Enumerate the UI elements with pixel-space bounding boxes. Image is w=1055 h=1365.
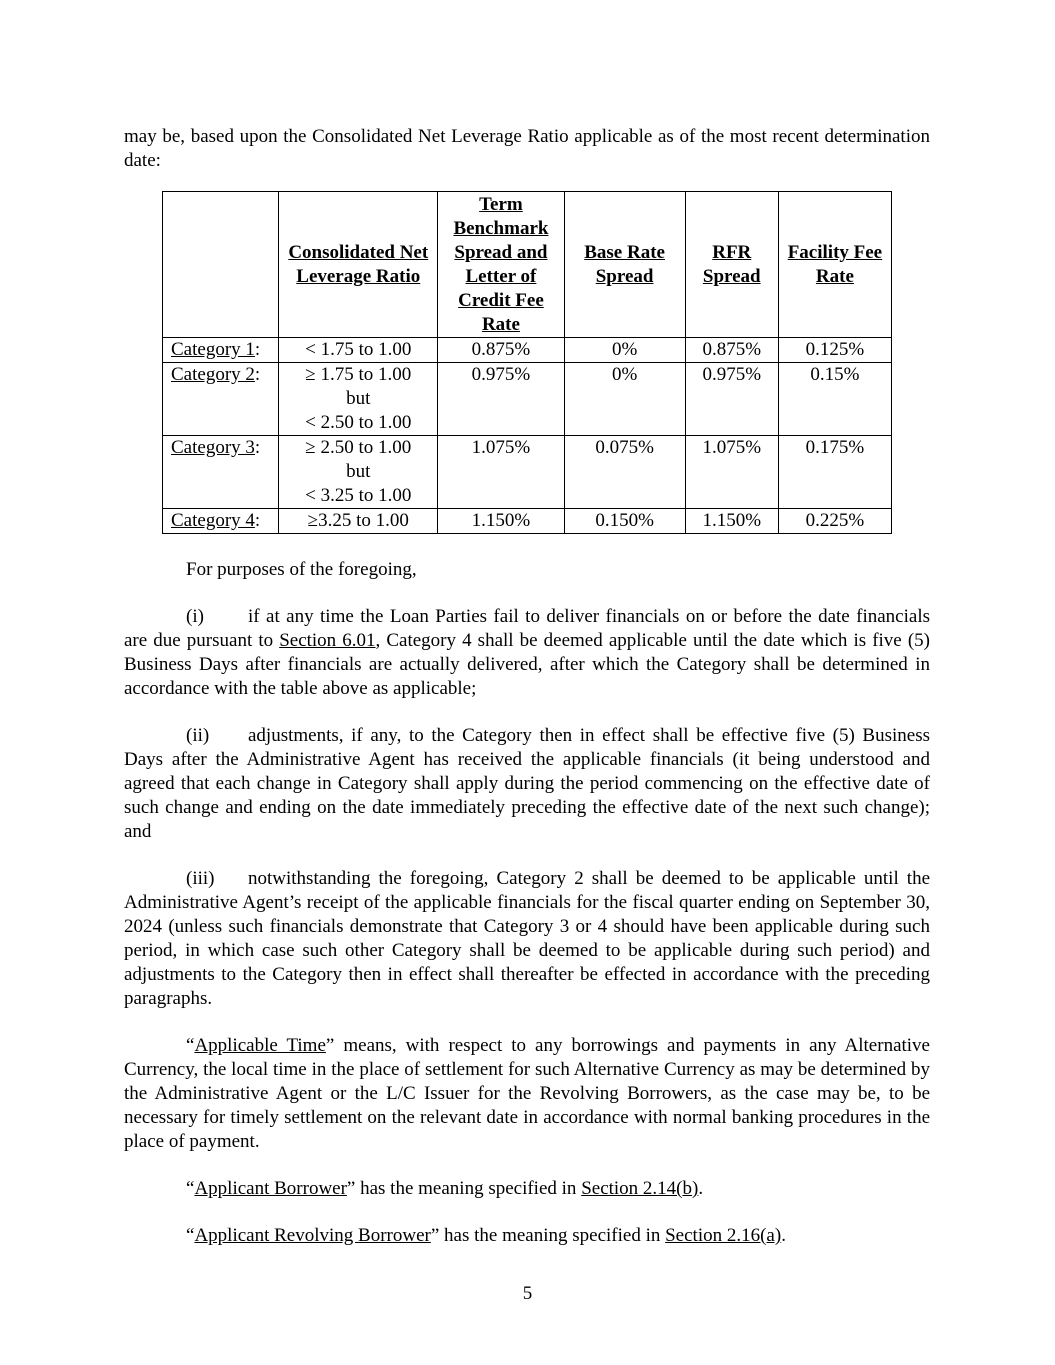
defined-term: Applicant Borrower <box>194 1178 347 1199</box>
applicant-revolving-borrower-definition: “Applicant Revolving Borrower” has the meaning specified in Section 2.16(a). <box>186 1225 786 1246</box>
pricing-table <box>162 191 892 534</box>
page-number: 5 <box>522 1283 533 1304</box>
intro-paragraph: may be, based upon the Consolidated Net Leverage Ratio applicable as of the most recent determination date: <box>124 126 930 171</box>
ratio-cell: ≥ 2.50 to 1.00 but < 3.25 to 1.00 <box>279 436 438 509</box>
ratio-cell: ≥ 1.75 to 1.00 but < 2.50 to 1.00 <box>279 363 438 436</box>
header-facility-fee: Facility Fee Rate <box>778 192 891 338</box>
fee-cell: 0.175% <box>778 436 891 509</box>
section-link[interactable]: Section 6.01 <box>279 630 376 651</box>
item-ii-paragraph: (ii) adjustments, if any, to the Category then in effect shall be effective five (5) Business Days after the Administrative Agent has received the applicable financials (it being understood and agreed that each change in Category shall apply during the period commencing on the effective date of such change and ending on the date immediately preceding the effective date of the next such change); and <box>124 725 930 842</box>
document-page <box>124 125 930 1248</box>
base-cell: 0.150% <box>564 509 685 534</box>
header-rfr: RFR Spread <box>685 192 778 338</box>
base-cell: 0.075% <box>564 436 685 509</box>
item-iii-paragraph: (iii) notwithstanding the foregoing, Category 2 shall be deemed to be applicable until the Administrative Agent’s receipt of the applicable financials for the fiscal quarter ending on September 30, 2024 (unless such financials demonstrate that Category 3 or 4 should have been applicable during such period, in which case such other Category shall be deemed to be applicable during such period) and adjustments to the Category then in effect shall thereafter be effected in accordance with the preceding paragraphs. <box>124 868 930 1009</box>
table-row <box>163 436 892 509</box>
defined-term: Applicant Revolving Borrower <box>194 1225 431 1246</box>
category-cell: Category 3: <box>163 436 279 509</box>
header-blank <box>163 192 279 338</box>
category-cell: Category 4: <box>163 509 279 534</box>
term-cell: 1.075% <box>438 436 564 509</box>
term-cell: 1.150% <box>438 509 564 534</box>
fee-cell: 0.125% <box>778 338 891 363</box>
ratio-cell: ≥3.25 to 1.00 <box>279 509 438 534</box>
base-cell: 0% <box>564 338 685 363</box>
rfr-cell: 0.875% <box>685 338 778 363</box>
section-link[interactable]: Section 2.14(b) <box>581 1178 699 1199</box>
fee-cell: 0.225% <box>778 509 891 534</box>
category-cell: Category 1: <box>163 338 279 363</box>
table-header-row <box>163 192 892 338</box>
defined-term: Applicable Time <box>194 1035 326 1056</box>
rfr-cell: 1.075% <box>685 436 778 509</box>
foregoing-paragraph: For purposes of the foregoing, <box>186 559 417 580</box>
header-term-benchmark: Term Benchmark Spread and Letter of Credit Fee Rate <box>438 192 564 338</box>
term-cell: 0.975% <box>438 363 564 436</box>
header-ratio: Consolidated Net Leverage Ratio <box>279 192 438 338</box>
table-row <box>163 509 892 534</box>
applicable-time-definition: “Applicable Time” means, with respect to any borrowings and payments in any Alternative Currency, the local time in the place of settlement for such Alternative Currency as may be determined by the Administrative Agent or the L/C Issuer for the Revolving Borrowers, as the case may be, to be necessary for timely settlement on the relevant date in accordance with normal banking procedures in the place of payment. <box>124 1035 930 1152</box>
ratio-cell: < 1.75 to 1.00 <box>279 338 438 363</box>
table-row <box>163 363 892 436</box>
applicant-borrower-definition: “Applicant Borrower” has the meaning specified in Section 2.14(b). <box>186 1178 704 1199</box>
header-base-rate: Base Rate Spread <box>564 192 685 338</box>
item-i-paragraph: (i) if at any time the Loan Parties fail to deliver financials on or before the date financials are due pursuant to Section 6.01, Category 4 shall be deemed applicable until the date which is five (5) Business Days after financials are actually delivered, after which the Category shall be determined in accordance with the table above as applicable; <box>124 606 930 699</box>
rfr-cell: 0.975% <box>685 363 778 436</box>
table-row <box>163 338 892 363</box>
rfr-cell: 1.150% <box>685 509 778 534</box>
category-cell: Category 2: <box>163 363 279 436</box>
term-cell: 0.875% <box>438 338 564 363</box>
section-link[interactable]: Section 2.16(a) <box>665 1225 782 1246</box>
fee-cell: 0.15% <box>778 363 891 436</box>
base-cell: 0% <box>564 363 685 436</box>
